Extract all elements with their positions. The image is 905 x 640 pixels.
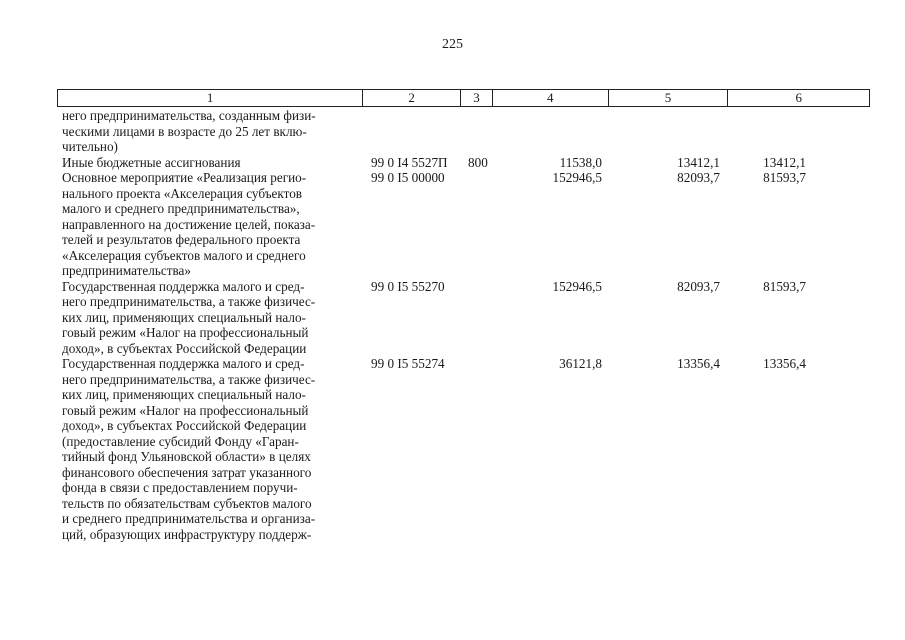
description-line: нального проекта «Акселерация субъектов [62, 185, 303, 201]
description-line: ческими лицами в возрасте до 25 лет вклю- [62, 123, 307, 139]
description-line: него предпринимательства, а также физичес- [62, 371, 316, 387]
description-line: фонда в связи с предоставлением поручи- [62, 480, 298, 495]
description-line: Иные бюджетные ассигнования [62, 154, 241, 170]
row-value-col4: 36121,8 [559, 356, 602, 371]
table-row [57, 356, 870, 542]
row-value-col6: 81593,7 [763, 278, 806, 294]
table-row [57, 279, 870, 357]
row-value-col5: 82093,7 [677, 170, 720, 185]
row-value-col5: 13412,1 [677, 154, 720, 170]
table-row [57, 108, 870, 155]
row-code: 99 0 I5 55274 [371, 356, 445, 371]
description-line: направленного на достижение целей, показа- [62, 216, 316, 232]
row-value-col5: 13356,4 [677, 356, 720, 371]
description-line: и среднего предпринимательства и организа- [62, 511, 316, 526]
header-col-3: 3 [461, 90, 493, 106]
row-expense-type [466, 356, 506, 542]
row-expense-type [466, 108, 506, 155]
row-value-col4: 152946,5 [552, 170, 602, 185]
page-number: 225 [442, 37, 463, 52]
row-description [57, 356, 358, 542]
description-line: Государственная поддержка малого и сред- [62, 356, 305, 371]
header-col-4: 4 [493, 90, 609, 106]
row-expense-type [466, 170, 506, 279]
row-value-col6: 13356,4 [763, 356, 806, 371]
description-line: чительно) [62, 139, 118, 154]
description-line: Основное мероприятие «Реализация регио- [62, 170, 307, 185]
row-value-col5: 82093,7 [677, 278, 720, 294]
description-line: говый режим «Налог на профессиональный [62, 325, 309, 340]
table-body [57, 108, 870, 542]
table-row [57, 170, 870, 279]
row-value-col4: 152946,5 [552, 278, 602, 294]
row-value-col5 [630, 108, 748, 155]
description-line: него предпринимательства, а также физичес- [62, 294, 316, 309]
table-row [57, 155, 870, 171]
row-value-col6: 81593,7 [763, 170, 806, 185]
row-value-col6: 13412,1 [763, 154, 806, 170]
header-col-2: 2 [363, 90, 461, 106]
row-description [57, 155, 358, 171]
description-line: финансового обеспечения затрат указанного [62, 464, 312, 480]
header-col-1: 1 [58, 90, 363, 106]
description-line: Государственная поддержка малого и сред- [62, 278, 305, 294]
description-line: малого и среднего предпринимательства», [62, 201, 300, 216]
row-description [57, 108, 358, 155]
row-description [57, 170, 358, 279]
description-line: доход», в субъектах Российской Федерации [62, 418, 307, 433]
row-description [57, 279, 358, 357]
table-header [57, 89, 870, 107]
description-line: говый режим «Налог на профессиональный [62, 402, 309, 418]
header-col-6: 6 [795, 90, 802, 105]
row-value-col4: 11538,0 [559, 154, 602, 170]
description-line: «Акселерация субъектов малого и среднего [62, 247, 306, 263]
description-line: него предпринимательства, созданным физи- [62, 108, 316, 123]
row-value-col6 [748, 108, 866, 155]
description-line: тийный фонд Ульяновской области» в целях [62, 449, 311, 464]
header-col-5: 5 [609, 90, 729, 106]
row-expense-type [466, 279, 506, 357]
description-line: ких лиц, применяющих специальный нало- [62, 309, 306, 325]
row-code [358, 108, 466, 155]
row-expense-type: 800 [468, 154, 488, 170]
row-value-col4 [506, 108, 630, 155]
description-line: ких лиц, применяющих специальный нало- [62, 387, 306, 402]
description-line: тельств по обязательствам субъектов малого [62, 495, 312, 511]
description-line: предпринимательства» [62, 263, 191, 278]
description-line: (предоставление субсидий Фонду «Гаран- [62, 433, 299, 449]
row-code: 99 0 I5 55270 [371, 278, 445, 294]
description-line: телей и результатов федерального проекта [62, 232, 301, 247]
description-line: доход», в субъектах Российской Федерации [62, 340, 307, 356]
description-line: ций, образующих инфраструктуру поддерж- [62, 526, 312, 542]
row-code: 99 0 I5 00000 [371, 170, 445, 185]
row-code: 99 0 I4 5527П [371, 154, 448, 170]
